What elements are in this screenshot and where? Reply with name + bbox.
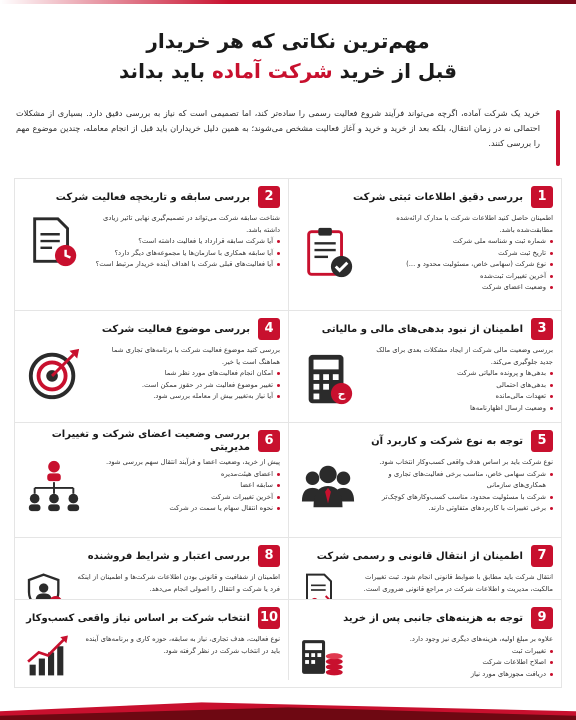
tip-number: 1 [531,186,553,208]
tip-card-4 [15,311,288,423]
tip-item: تعهدات مالی‌مانده [365,391,553,403]
tip-item: آیا سابقه همکاری با سازمان‌ها یا مجموعه‌های دیگر دارد؟ [91,248,280,260]
tip-card-9 [288,600,561,680]
signed-document-icon [297,572,341,600]
tip-card-5 [288,423,561,538]
tip-title: بررسی وضعیت اعضای شرکت و تغییرات مدیریتی [51,429,250,453]
tip-title: بررسی سابقه و تاریخچه فعالیت شرکت [55,191,250,203]
tip-text: پیش از خرید، وضعیت اعضا و فرآیند انتقال سهم بررسی شود. [106,458,280,466]
calculator-icon [297,345,359,414]
tip-item: آیا فعالیت‌های قبلی شرکت با اهداف آینده خریدار مرتبط است؟ [91,259,280,271]
tip-title: توجه به نوع شرکت و کاربرد آن [371,435,523,447]
shield-user-icon [23,572,67,600]
tip-title: انتخاب شرکت بر اساس نیاز واقعی کسب‌وکار [26,612,250,624]
tip-item: تغییرات ثبت [353,646,553,658]
tip-item: نحوه انتقال سهام یا سمت در شرکت [91,503,280,515]
tip-item: وضعیت ارسال اظهارنامه‌ها [365,403,553,415]
team-icon [297,457,359,515]
tip-item: برخی تغییرات با کاربردهای متفاوتی دارند. [365,503,553,515]
tip-card-3 [288,311,561,423]
svg-text:ح: ح [337,386,346,400]
tip-title: اطمینان از انتقال قانونی و رسمی شرکت [316,550,523,562]
tip-number: 8 [258,545,280,567]
title-accent: شرکت آماده [212,59,333,83]
tip-text: نوع شرکت باید بر اساس هدف واقعی کسب‌وکار انتخاب شود. [379,458,553,466]
calculator-coins-icon [297,634,347,680]
tip-item: آیا شرکت سابقه قرارداد یا فعالیت داشته است؟ [91,236,280,248]
tip-text: علاوه بر مبلغ اولیه، هزینه‌های دیگری نیز وجود دارد. [409,635,553,643]
title-post: باید بداند [119,59,206,83]
tip-number: 10 [258,607,280,629]
tip-item: اصلاح اطلاعات شرکت [353,657,553,669]
growth-chart-icon [23,634,73,680]
tip-text: نوع فعالیت، هدف تجاری، نیاز به سابقه، حوزه کاری و برنامه‌های آینده باید در انتخاب شرکت در نظر گرفته شود. [85,635,280,655]
page-title-line1: مهم‌ترین نکاتی که هر خریدار [146,29,430,53]
tip-item: تغییر موضوع فعالیت شر در حقوز ممکن است. [91,380,280,392]
tip-item: وضعیت اعضای شرکت [365,282,553,294]
tip-number: 3 [531,318,553,340]
tip-number: 4 [258,318,280,340]
tip-text: بررسی وضعیت مالی شرکت از ایجاد مشکلات بعدی برای مالک جدید جلوگیری می‌کند. [376,346,553,366]
tip-card-6 [15,423,288,538]
tip-item: آیا نیاز به‌تغییر بیش از معامله بررسی شود. [91,391,280,403]
tip-item: سابقه اعضا [91,480,280,492]
tip-item: نوع شرکت (سهامی خاص، مسئولیت محدود و ...) [365,259,553,271]
tip-text: انتقال شرکت باید مطابق با ضوابط قانونی انجام شود. ثبت تغییرات مالکیت، مدیریت و اطلاعات شرکت در مراجع قانونی ضروری است. [363,573,553,593]
tip-number: 2 [258,186,280,208]
tip-card-10 [15,600,288,680]
intro-section [16,106,560,170]
target-icon [23,345,85,403]
tip-item: امکان انجام فعالیت‌های مورد نظر شما [91,368,280,380]
top-accent-bar [0,0,576,4]
tip-item: شرکت سهامی خاص، مناسب برخی فعالیت‌های تجاری و همکاری‌های سازمانی [365,469,553,492]
tip-text: بررسی کنید موضوع فعالیت شرکت با برنامه‌های تجاری شما هماهنگ است یا خیر. [111,346,280,366]
tip-item: دریافت مجوزهای مورد نیاز [353,669,553,681]
tip-card-1 [288,179,561,311]
page-title-line2 [16,56,560,86]
clipboard-check-icon [297,213,359,294]
tip-item: آخرین تغییرات شرکت [91,492,280,504]
tip-card-7 [288,538,561,600]
tip-title: بررسی اعتبار و شرایط فروشنده [87,550,250,562]
title-pre: قبل از خرید [339,59,457,83]
tip-title: بررسی موضوع فعالیت شرکت [101,323,250,335]
tip-item: بدهی‌های احتمالی [365,380,553,392]
tip-card-2 [15,179,288,311]
tip-number: 9 [531,607,553,629]
document-clock-icon [23,213,85,271]
tip-card-8 [15,538,288,600]
tip-item: بدهی‌ها و پرونده مالیاتی شرکت [365,368,553,380]
tip-item: شرکت با مسئولیت محدود، مناسب کسب‌وکارهای کوچک‌تر [365,492,553,504]
tip-text: اطمینان از شفافیت و قانونی بودن اطلاعات شرکت‌ها و اطمینان از اینکه فرد یا شرکت و انتقال را اصولی انجام می‌دهد. [77,573,280,593]
tips-grid [14,178,562,688]
page-header [16,26,560,96]
intro-accent-bar [556,110,560,166]
tip-number: 5 [531,430,553,452]
tip-title: توجه به هزینه‌های جانبی پس از خرید [343,612,523,624]
tip-item: شماره ثبت و شناسه ملی شرکت [365,236,553,248]
tip-title: اطمینان از نبود بدهی‌های مالی و مالیاتی [321,323,523,335]
tip-text: شناخت سابقه شرکت می‌تواند در تصمیم‌گیری نهایی تاثیر زیادی داشته باشد. [103,214,280,234]
tip-item: آخرین تغییرات ثبت‌شده [365,271,553,283]
tip-item: تاریخ ثبت شرکت [365,248,553,260]
intro-text: خرید یک شرکت آماده، اگرچه می‌تواند فرآیند شروع فعالیت رسمی را ساده‌تر کند، اما تصمیمی است که نیاز به بررسی دقیق دارد. بسیاری از مشکلات احتمالی نه در زمان انتقال، بلکه بعد از خرید و خرید و آغاز فعالیت مشخص می‌شوند؛ به همین دلیل خریداران باید قبل از انجام معامله، چندین موضوع مهم را بررسی کنند. [16,108,540,148]
org-chart-icon [23,457,85,515]
tip-number: 6 [258,430,280,452]
tip-item: اعضای هیئت‌مدیره [91,469,280,481]
tip-title: بررسی دقیق اطلاعات ثبتی شرکت [353,191,523,203]
tip-text: اطمینان حاصل کنید اطلاعات شرکت با مدارک ارائه‌شده مطابقت‌شده باشد. [396,214,553,234]
tip-number: 7 [531,545,553,567]
